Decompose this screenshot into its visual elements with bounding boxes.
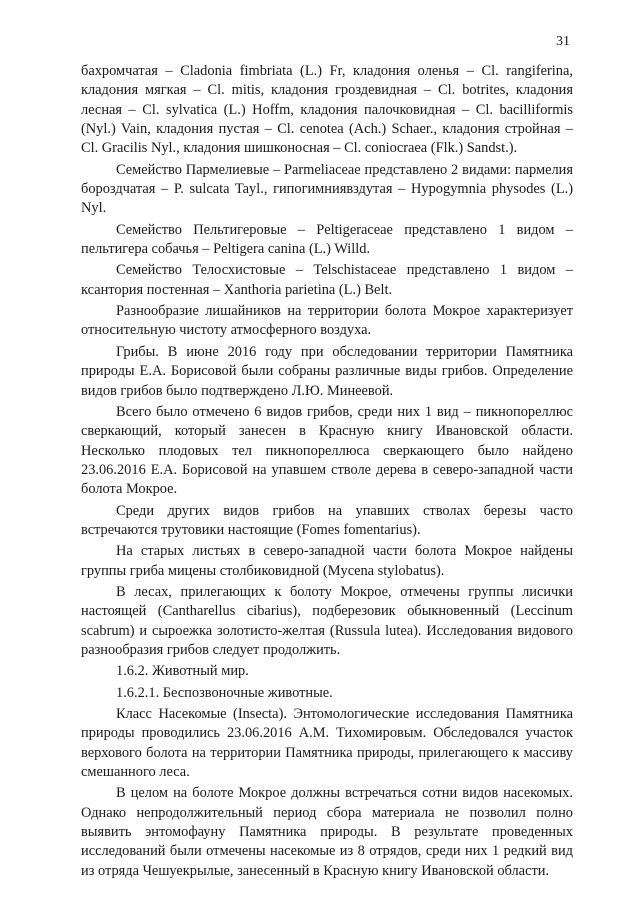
paragraph-13: Класс Насекомые (Insecta). Энтомологические исследования Памятника природы проводились 23.06.2016 А.М. Тихомировым. Обследовался участок верхового болота на территории Памятника природы, прилегающего к массиву смешанного леса.: [81, 706, 573, 781]
document-body: [81, 62, 573, 881]
paragraph-4: Семейство Телосхистовые – Telschistaceae представлено 1 видом – ксантория постенная – Xanthoria parietina (L.) Belt.: [81, 262, 573, 298]
paragraph-2: Семейство Пармелиевые – Parmeliaceae представлено 2 видами: пармелия бороздчатая – P. sulcata Tayl., гипогимниявздутая – Hypogymnia physodes (L.) Nyl.: [81, 161, 573, 217]
paragraph-6: Грибы. В июне 2016 году при обследовании территории Памятника природы Е.А. Борисовой были собраны различные виды грибов. Определение видов грибов было подтверждено Л.Ю. Минеевой.: [81, 343, 573, 399]
paragraph-10: В лесах, прилегающих к болоту Мокрое, отмечены группы лисички настоящей (Cantharellus cibarius), подберезовик обыкновенный (Leccinum scabrum) и сыроежка золотисто-желтая (Russula lutea). Исследования видового разнообразия грибов следует продолжить.: [81, 583, 573, 658]
paragraph-12: 1.6.2.1. Беспозвоночные животные.: [116, 684, 333, 701]
paragraph-11: 1.6.2. Животный мир.: [116, 663, 249, 680]
paragraph-14: В целом на болоте Мокрое должны встречаться сотни видов насекомых. Однако непродолжительный период сбора материала не позволил полно выявить энтомофауну Памятника природы. В результате проведенных исследований были отмечены насекомые из 8 отрядов, среди них 1 редкий вид из отряда Чешуекрылые, занесенный в Красную книгу Ивановской области.: [81, 785, 573, 879]
paragraph-3: Семейство Пельтигеровые – Peltigeraceae представлено 1 видом – пельтигера собачья – Peltigera canina (L.) Willd.: [81, 221, 573, 258]
paragraph-9: На старых листьях в северо-западной части болота Мокрое найдены группы гриба мицены столбиковидной (Mycena stylobatus).: [81, 543, 573, 579]
page-number: 31: [556, 34, 570, 49]
paragraph-7: Всего было отмечено 6 видов грибов, среди них 1 вид – пикнопореллюс сверкающий, который занесен в Красную книгу Ивановской области. Несколько плодовых тел пикнопореллюса сверкающего было найдено 23.06.2016 Е.А. Борисовой на упавшем стволе дерева в северо-западной части болота Мокрое.: [81, 403, 573, 498]
paragraph-1: бахромчатая – Cladonia fimbriata (L.) Fr, кладония оленья – Cl. rangiferina, кладония мягкая – Cl. mitis, кладония гроздевидная – Cl. botrites, кладония лесная – Cl. sylvatica (L.) Hoffm, кладония палочковидная – Cl. bacilliformis (Nyl.) Vain, кладония пустая – Cl. cenotea (Ach.) Schaer., кладония стройная – Cl. Gracilis Nyl., кладония шишконосная – Cl. coniocraea (Flk.) Sandst.).: [81, 63, 573, 157]
paragraph-8: Среди других видов грибов на упавших стволах березы часто встречаются трутовики настоящие (Fomes fomentarius).: [81, 502, 573, 538]
paragraph-5: Разнообразие лишайников на территории болота Мокрое характеризует относительную чистоту атмосферного воздуха.: [81, 303, 573, 339]
